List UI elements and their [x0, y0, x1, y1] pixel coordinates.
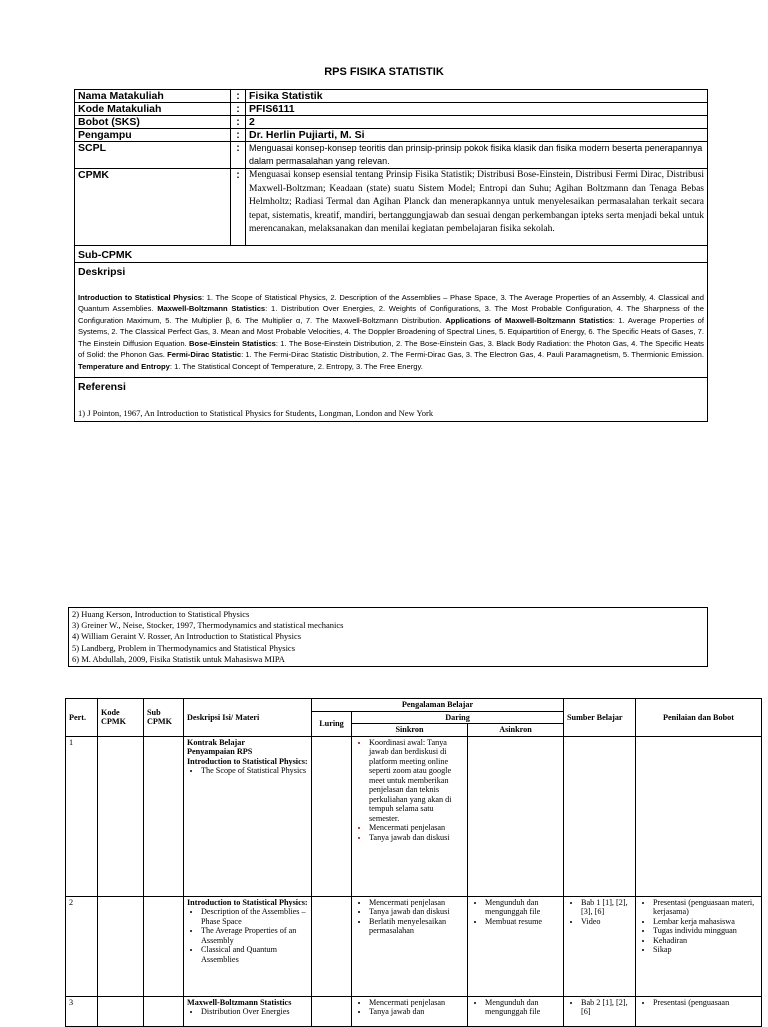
sinkron-item: • Mencermati penjelasan — [369, 823, 464, 833]
sinkron-item: • Berlatih menyelesaikan permasalahan — [369, 917, 464, 936]
luring-cell — [312, 736, 352, 896]
info-colon: : — [231, 116, 246, 129]
reference-item: 6) M. Abdullah, 2009, Fisika Statistik untuk Mahasiswa MIPA — [72, 653, 285, 664]
sub-cpmk-cell — [144, 736, 184, 896]
header-daring: Daring — [352, 711, 564, 724]
info-value: PFIS6111 — [246, 103, 708, 116]
info-row — [75, 103, 708, 116]
info-row — [75, 116, 708, 129]
info-label: Pengampu — [75, 129, 231, 142]
deskripsi-topic-content: : 1. The Bose-Einstein Distribution, 2. The Bose-Einstein Gas, 3. Black Body Radiation: the Photon Gas, 4. The Specific Heats of Solid: the Phonon Gas. — [78, 338, 704, 360]
header-asinkron: Asinkron — [468, 724, 564, 737]
sumber-item: • Video — [581, 917, 632, 927]
info-label: Nama Matakuliah — [75, 90, 231, 103]
referensi-row — [75, 377, 708, 421]
deskripsi-topic-content: : 1. The Fermi-Dirac Statistic Distribution, 2. The Fermi-Dirac Gas, 3. The Electron Gas, 4. Pauli Paramagnetism, 5. Thermionic Emission. — [241, 350, 704, 360]
course-info-table — [74, 89, 708, 422]
info-row — [75, 129, 708, 142]
table-row — [66, 996, 762, 1026]
referensi-label: Referensi — [78, 380, 126, 393]
materi-item: • Distribution Over Energies — [201, 1007, 308, 1017]
penilaian-item: • Tugas individu mingguan — [653, 926, 758, 936]
sumber-item: • Bab 1 [1], [2], [3], [6] — [581, 898, 632, 917]
sinkron-item: • Mencermati penjelasan — [369, 998, 464, 1008]
deskripsi-topic-content: : 1. Average Properties of Systems, 2. The Classical Perfect Gas, 3. Mean and Most Probable Velocities, 4. The Doppler Broadening of Spectral Lines, 5. Equipartition of Energy, 6. The Specific Heats of Gases, 7. The Einstein Diffusion Equation. — [78, 315, 704, 348]
materi-cell — [184, 996, 312, 1026]
sumber-cell — [564, 736, 636, 896]
scpl-row — [75, 142, 708, 169]
scpl-colon: : — [231, 142, 246, 169]
deskripsi-topic-content: : 1. The Statistical Concept of Temperature, 2. Entropy, 3. The Free Energy. — [169, 362, 423, 372]
learning-plan-table — [65, 698, 762, 1027]
penilaian-item: • Sikap — [653, 945, 758, 955]
asinkron-item: • Mengunduh dan mengunggah file — [485, 998, 560, 1017]
penilaian-cell — [636, 996, 762, 1026]
sub-cpmk-cell — [144, 996, 184, 1026]
penilaian-cell — [636, 896, 762, 996]
info-value: 2 — [246, 116, 708, 129]
header-deskripsi: Deskripsi Isi/ Materi — [184, 699, 312, 737]
sinkron-item: • Mencermati penjelasan — [369, 898, 464, 908]
sinkron-item: • Tanya jawab dan diskusi — [369, 833, 464, 843]
reference-item: 1) J Pointon, 1967, An Introduction to Statistical Physics for Students, Longman, London and New York — [78, 407, 434, 418]
deskripsi-topic: Bose-Einstein Statistics — [189, 338, 276, 348]
materi-item: • The Average Properties of an Assembly — [201, 926, 308, 945]
info-value: Fisika Statistik — [246, 90, 708, 103]
header-luring: Luring — [312, 711, 352, 736]
kode-cpmk-cell — [98, 996, 144, 1026]
reference-item: 3) Greiner W., Neise, Stocker, 1997, Thermodynamics and statistical mechanics — [72, 620, 344, 631]
scpl-value: Menguasai konsep-konsep teoritis dan prinsip-prinsip pokok fisika klasik dan fisika modern beserta penerapannya dalam permasalahan yang relevan. — [246, 142, 708, 169]
table-row — [66, 896, 762, 996]
sumber-cell — [564, 996, 636, 1026]
cpmk-label: CPMK — [75, 169, 231, 246]
deskripsi-topic-content: : 1. The Scope of Statistical Physics, 2. Description of the Assemblies – Phase Space, 3. The Average Properties of an Assembly, 4. Classical and Quantum Assemblies. — [78, 292, 704, 314]
table-row — [66, 736, 762, 896]
materi-cell — [184, 896, 312, 996]
info-label: Bobot (SKS) — [75, 116, 231, 129]
deskripsi-topic: Maxwell-Boltzmann Statistics — [157, 304, 266, 314]
deskripsi-topic-content: : 1. Distribution Over Energies, 2. Weights of Configurations, 3. The Most Probable Configuration, 4. The Sharpness of the Configuration Maximum, 5. The Multiplier β, 6. The Multiplier α, 7. The Maxwell-Boltzmann Distribution. — [78, 304, 704, 325]
deskripsi-text — [78, 278, 704, 377]
asinkron-cell — [468, 736, 564, 896]
header-pengalaman-belajar: Pengalaman Belajar — [312, 699, 564, 712]
header-sumber-belajar: Sumber Belajar — [564, 699, 636, 737]
header-pert: Pert. — [66, 699, 98, 737]
deskripsi-label: Deskripsi — [78, 265, 126, 278]
materi-item: • The Scope of Statistical Physics — [201, 766, 308, 776]
materi-heading: Introduction to Statistical Physics: — [187, 897, 308, 907]
deskripsi-row — [75, 262, 708, 377]
deskripsi-topic: Fermi-Dirac Statistic — [167, 350, 242, 360]
info-row — [75, 90, 708, 103]
sinkron-item: • Tanya jawab dan — [369, 1007, 464, 1017]
info-colon: : — [231, 103, 246, 116]
pert-number: 1 — [66, 736, 98, 896]
penilaian-item: • Presentasi (penguasaan — [653, 998, 758, 1008]
cpmk-value: Menguasai konsep esensial tentang Prinsip Fisika Statistik; Distribusi Bose-Einstein, Distribusi Fermi Dirac, Distribusi Maxwell-Boltzman; Keadaan (state) suatu Sistem Model; Entropi dan Suhu; Agihan Boltzmann dan Tenaga Bebas Helmholtz; Radiasi Termal dan Agihan Planck dan menerapkannya untuk menyelesaikan permasalahan terkait secara tepat, sistematis, kreatif, mandiri, bertanggungjawab dan sesuai dengan perkembangan ipteks serta menjadi bekal untuk merencanakan, melaksanakan dan menilai kegiatan pembelajaran fisika sekolah. — [246, 169, 708, 246]
asinkron-cell — [468, 996, 564, 1026]
sinkron-cell — [352, 896, 468, 996]
penilaian-cell — [636, 736, 762, 896]
asinkron-item: • Membuat resume — [485, 917, 560, 927]
sinkron-cell — [352, 736, 468, 896]
materi-heading: Penyampaian RPS — [187, 747, 253, 756]
asinkron-cell — [468, 896, 564, 996]
luring-cell — [312, 896, 352, 996]
materi-heading: Introduction to Statistical Physics: — [187, 756, 308, 766]
deskripsi-topic: Applications of Maxwell-Boltzmann Statistics — [445, 315, 613, 325]
penilaian-item: • Lembar kerja mahasiswa — [653, 917, 758, 927]
pert-number: 2 — [66, 896, 98, 996]
reference-item: 2) Huang Kerson, Introduction to Statistical Physics — [72, 609, 250, 619]
header-penilaian: Penilaian dan Bobot — [636, 699, 762, 737]
info-value: Dr. Herlin Pujiarti, M. Si — [246, 129, 708, 142]
asinkron-item: • Mengunduh dan mengunggah file — [485, 898, 560, 917]
page-title: RPS FISIKA STATISTIK — [324, 66, 444, 78]
penilaian-item: • Presentasi (penguasaan materi, kerjasama) — [653, 898, 758, 917]
reference-item: 5) Landberg, Problem in Thermodynamics and Statistical Physics — [72, 642, 296, 653]
kode-cpmk-cell — [98, 896, 144, 996]
materi-heading: Maxwell-Boltzmann Statistics — [187, 997, 292, 1007]
cpmk-colon: : — [231, 169, 246, 246]
scpl-label: SCPL — [75, 142, 231, 169]
info-colon: : — [231, 129, 246, 142]
sumber-cell — [564, 896, 636, 996]
subcpmk-row — [75, 245, 708, 262]
deskripsi-topic: Introduction to Statistical Physics — [78, 292, 202, 302]
penilaian-item: • Kehadiran — [653, 936, 758, 946]
info-colon: : — [231, 90, 246, 103]
cpmk-row — [75, 169, 708, 246]
luring-cell — [312, 996, 352, 1026]
pert-number: 3 — [66, 996, 98, 1026]
materi-item: • Classical and Quantum Assemblies — [201, 945, 308, 964]
sinkron-item: • Koordinasi awal: Tanya jawab dan berdiskusi di platform meeting online seperti zoom atau google meet untuk memberikan penjelasan dan teknis perkuliahan yang akan di tempuh selama satu semester. — [369, 738, 464, 824]
sumber-item: • Bab 2 [1], [2], [6] — [581, 998, 632, 1017]
reference-list — [68, 607, 708, 667]
header-sub-cpmk: Sub CPMK — [144, 699, 184, 737]
sinkron-item: • Tanya jawab dan diskusi — [369, 907, 464, 917]
materi-heading: Kontrak Belajar — [187, 737, 245, 747]
header-sinkron: Sinkron — [352, 724, 468, 737]
header-kode-cpmk: Kode CPMK — [98, 699, 144, 737]
sub-cpmk-cell — [144, 896, 184, 996]
reference-item: 4) William Geraint V. Rosser, An Introduction to Statistical Physics — [72, 631, 302, 642]
materi-cell — [184, 736, 312, 896]
info-label: Kode Matakuliah — [75, 103, 231, 116]
deskripsi-topic: Temperature and Entropy — [78, 362, 170, 372]
materi-item: • Description of the Assemblies – Phase Space — [201, 907, 308, 926]
kode-cpmk-cell — [98, 736, 144, 896]
sinkron-cell — [352, 996, 468, 1026]
subcpmk-label: Sub-CPMK — [78, 248, 133, 261]
